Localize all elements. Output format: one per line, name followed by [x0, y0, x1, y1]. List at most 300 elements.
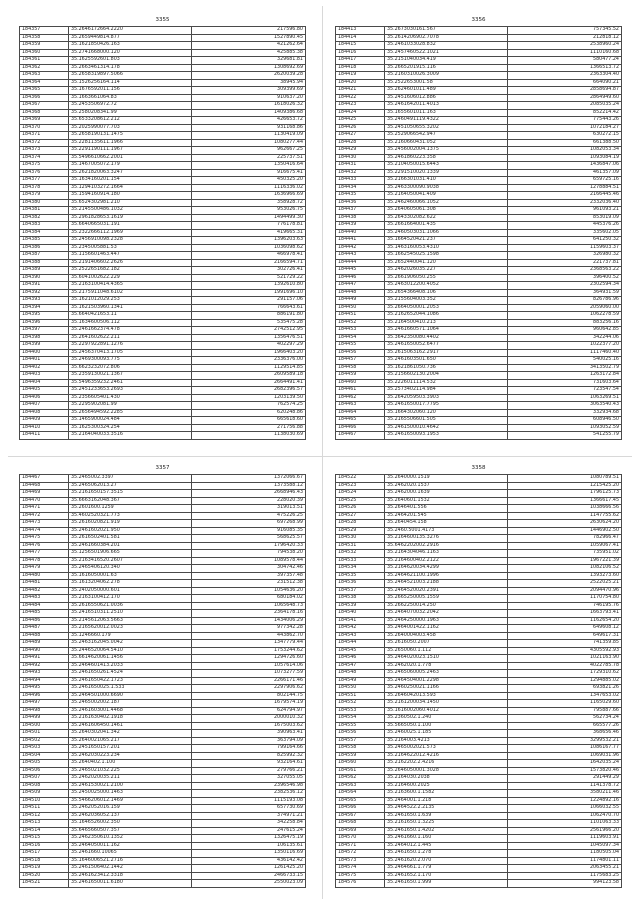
- table-row: [20, 132, 306, 140]
- row-id-cell: 184379: [20, 192, 69, 200]
- row-id-cell: 184448: [336, 289, 385, 297]
- table-row: [20, 542, 306, 550]
- table-row: [336, 610, 622, 618]
- table-row: [20, 177, 306, 185]
- table-row: [20, 42, 306, 50]
- row-id-cell: 184558: [336, 745, 385, 753]
- amount-cell: 731603.64: [508, 379, 622, 387]
- amount-cell: 358928.72: [192, 199, 306, 207]
- account-code-cell: 35.2175911048.6102: [69, 289, 192, 297]
- table-row: [20, 677, 306, 685]
- row-id-cell: 184369: [20, 117, 69, 125]
- account-code-cell: 35.2295902081.99: [69, 402, 192, 410]
- account-code-cell: 35.2461650422.1723: [69, 677, 192, 685]
- row-id-cell: 184368: [20, 109, 69, 117]
- account-code-cell: 35.1676592011.156: [69, 87, 192, 95]
- table-row: [336, 57, 622, 65]
- account-code-cell: 35.2464012.1.445: [385, 842, 508, 850]
- table-row: [336, 139, 622, 147]
- amount-cell: 2682396.57: [192, 387, 306, 395]
- table-row: [336, 267, 622, 275]
- table-row: [20, 602, 306, 610]
- row-id-cell: 184433: [336, 177, 385, 185]
- row-id-cell: 184550: [336, 685, 385, 693]
- account-code-cell: 35.2601600.1259: [69, 505, 192, 513]
- amount-cell: 228020.39: [192, 497, 306, 505]
- account-code-cell: 35.1621012029.253: [69, 297, 192, 305]
- row-id-cell: 184416: [336, 49, 385, 57]
- amount-cell: 291449.29: [508, 775, 622, 783]
- amount-cell: 735951.02: [508, 550, 622, 558]
- table-row: [336, 730, 622, 738]
- amount-cell: 2364178.16: [192, 610, 306, 618]
- account-code-cell: 35.1621861050.736: [385, 364, 508, 372]
- row-id-cell: 184454: [336, 334, 385, 342]
- amount-cell: 2561966.20: [508, 827, 622, 835]
- table-row: [336, 835, 622, 843]
- table-row: [336, 207, 622, 215]
- row-id-cell: 184489: [20, 640, 69, 648]
- row-id-cell: 184389: [20, 267, 69, 275]
- amount-cell: 568625.57: [192, 535, 306, 543]
- table-row: [20, 580, 306, 588]
- row-id-cell: 184391: [20, 282, 69, 290]
- amount-cell: 1063269.51: [508, 394, 622, 402]
- amount-cell: 1372066.67: [192, 475, 306, 483]
- row-id-cell: 184358: [20, 34, 69, 42]
- account-code-cell: 35.2461650052.6477: [385, 342, 508, 350]
- account-code-cell: 35.2461650.1.639: [385, 812, 508, 820]
- table-row: [336, 237, 622, 245]
- amount-cell: 886191.80: [192, 312, 306, 320]
- table-row: [336, 342, 622, 350]
- amount-cell: 2396546.98: [192, 782, 306, 790]
- amount-cell: 342244.06: [508, 334, 622, 342]
- row-id-cell: 184418: [336, 64, 385, 72]
- table-row: [20, 475, 306, 483]
- row-id-cell: 184459: [336, 372, 385, 380]
- amount-cell: 1072184.27: [508, 124, 622, 132]
- account-code-cell: 35.2646042013.593: [385, 692, 508, 700]
- account-code-cell: 35.2464661.1.779: [385, 865, 508, 873]
- table-row: [336, 700, 622, 708]
- amount-cell: 1350116.69: [192, 850, 306, 858]
- table-row: [336, 542, 622, 550]
- table-row: [20, 342, 306, 350]
- table-row: [20, 357, 306, 365]
- row-id-cell: 184488: [20, 632, 69, 640]
- row-id-cell: 184556: [336, 730, 385, 738]
- row-id-cell: 184453: [336, 327, 385, 335]
- amount-cell: 291157.06: [192, 297, 306, 305]
- account-code-cell: 35.2166301031.410: [385, 177, 508, 185]
- table-row: [20, 640, 306, 648]
- account-code-cell: 35.2164003.4213: [385, 737, 508, 745]
- amount-cell: 1796125.73: [508, 490, 622, 498]
- row-id-cell: 184401: [20, 357, 69, 365]
- table-block-bottom-right: [335, 462, 622, 888]
- account-code-cell: 35.2661906050.255: [385, 274, 508, 282]
- row-id-cell: 184457: [336, 357, 385, 365]
- amount-cell: 1350416.64: [192, 162, 306, 170]
- row-id-cell: 184546: [336, 655, 385, 663]
- account-code-cell: 35.6462202002.2916: [385, 542, 508, 550]
- amount-cell: 1366513.72: [508, 64, 622, 72]
- amount-cell: 302726.41: [192, 267, 306, 275]
- row-id-cell: 184419: [336, 72, 385, 80]
- account-code-cell: 35.2226011114.532: [385, 379, 508, 387]
- block-title: 3356: [471, 17, 486, 23]
- table-row: [20, 87, 306, 95]
- row-id-cell: 184561: [336, 767, 385, 775]
- table-row: [20, 865, 306, 873]
- row-id-cell: 184452: [336, 319, 385, 327]
- account-code-cell: 35.2460491119.4322: [385, 117, 508, 125]
- table-row: [336, 327, 622, 335]
- table-row: [20, 432, 306, 440]
- account-code-cell: 35.2646050001.3028: [385, 767, 508, 775]
- table-row: [336, 520, 622, 528]
- row-id-cell: 184570: [336, 835, 385, 843]
- account-code-cell: 35.2656494592.2285: [69, 409, 192, 417]
- account-code-cell: 35.1663661064.83: [69, 94, 192, 102]
- data-table: [19, 26, 306, 440]
- account-code-cell: 35.2461033028.832: [385, 42, 508, 50]
- account-code-cell: 35.2164600135.3276: [385, 535, 508, 543]
- row-id-cell: 184524: [336, 490, 385, 498]
- amount-cell: 1527890.45: [192, 34, 306, 42]
- table-row: [20, 812, 306, 820]
- table-row: [336, 132, 622, 140]
- account-code-cell: 35.2456370413.1705: [69, 349, 192, 357]
- account-code-cell: 35.2456002004.1375: [385, 147, 508, 155]
- row-id-cell: 184504: [20, 752, 69, 760]
- account-code-cell: 35.2462000.1639: [385, 490, 508, 498]
- row-id-cell: 184562: [336, 775, 385, 783]
- amount-cell: 436142.42: [192, 857, 306, 865]
- account-code-cell: 35.5496610662.2001: [69, 154, 192, 162]
- account-code-cell: 35.2643302082.622: [385, 214, 508, 222]
- row-id-cell: 184467: [20, 475, 69, 483]
- row-id-cell: 184543: [336, 632, 385, 640]
- table-row: [336, 805, 622, 813]
- amount-cell: 2297906.62: [192, 685, 306, 693]
- row-id-cell: 184423: [336, 102, 385, 110]
- table-row: [20, 572, 306, 580]
- row-id-cell: 184545: [336, 647, 385, 655]
- table-row: [336, 497, 622, 505]
- table-row: [336, 782, 622, 790]
- row-id-cell: 184397: [20, 327, 69, 335]
- table-row: [20, 102, 306, 110]
- amount-cell: 1080789.51: [508, 475, 622, 483]
- account-code-cell: 35.2191406602.2626: [69, 259, 192, 267]
- account-code-cell: 35.1616002060.4012: [385, 707, 508, 715]
- table-row: [20, 752, 306, 760]
- account-code-cell: 35.2164622012.4216: [385, 752, 508, 760]
- account-code-cell: 35.2462036052.137: [69, 812, 192, 820]
- account-code-cell: 35.2291510020.1339: [385, 169, 508, 177]
- account-code-cell: 35.1256501906.665: [69, 550, 192, 558]
- amount-cell: 2858694.87: [508, 87, 622, 95]
- row-id-cell: 184511: [20, 805, 69, 813]
- account-code-cell: 35.2460.5001.4173: [385, 527, 508, 535]
- table-row: [336, 102, 622, 110]
- amount-cell: 580477.24: [508, 57, 622, 65]
- account-code-cell: 35.2165620012.0023: [69, 625, 192, 633]
- amount-cell: 450325.20: [192, 177, 306, 185]
- table-row: [336, 812, 622, 820]
- table-row: [20, 117, 306, 125]
- amount-cell: 2302594.34: [508, 282, 622, 290]
- account-code-cell: 35.6640665031.191: [69, 222, 192, 230]
- row-id-cell: 184450: [336, 304, 385, 312]
- row-id-cell: 184485: [20, 610, 69, 618]
- row-id-cell: 184409: [20, 417, 69, 425]
- amount-cell: 212818.12: [508, 34, 622, 42]
- row-id-cell: 184438: [336, 214, 385, 222]
- row-id-cell: 184455: [336, 342, 385, 350]
- row-id-cell: 184521: [20, 880, 69, 888]
- amount-cell: 1261425.20: [192, 865, 306, 873]
- row-id-cell: 184406: [20, 394, 69, 402]
- row-id-cell: 184458: [336, 364, 385, 372]
- amount-cell: 2620039.28: [192, 72, 306, 80]
- amount-cell: 1347653.02: [508, 692, 622, 700]
- row-id-cell: 184376: [20, 169, 69, 177]
- account-code-cell: 35.2162652044.1086: [385, 312, 508, 320]
- table-row: [20, 692, 306, 700]
- table-row: [336, 379, 622, 387]
- table-row: [20, 207, 306, 215]
- account-code-cell: 35.1664520421.237: [385, 237, 508, 245]
- amount-cell: 4022785.78: [508, 662, 622, 670]
- amount-cell: 766643.61: [192, 304, 306, 312]
- row-id-cell: 184516: [20, 842, 69, 850]
- amount-cell: 1224892.16: [508, 797, 622, 805]
- table-row: [20, 372, 306, 380]
- row-id-cell: 184404: [20, 379, 69, 387]
- table-row: [336, 505, 622, 513]
- table-row: [336, 349, 622, 357]
- account-code-cell: 35.2462052016.159: [69, 805, 192, 813]
- row-id-cell: 184440: [336, 229, 385, 237]
- account-code-cell: 35.2462020.1537: [385, 482, 508, 490]
- table-row: [336, 274, 622, 282]
- row-id-cell: 184547: [336, 662, 385, 670]
- amount-cell: 1170754.80: [508, 595, 622, 603]
- table-row: [20, 379, 306, 387]
- amount-cell: 319013.51: [192, 505, 306, 513]
- table-row: [20, 505, 306, 513]
- amount-cell: 916085.35: [192, 527, 306, 535]
- table-row: [336, 297, 622, 305]
- account-code-cell: 35.2464504001.2298: [385, 677, 508, 685]
- row-id-cell: 184407: [20, 402, 69, 410]
- row-id-cell: 184417: [336, 57, 385, 65]
- block-title: 3355: [155, 17, 170, 23]
- account-code-cell: 35.1646526002.350: [69, 820, 192, 828]
- row-id-cell: 184557: [336, 737, 385, 745]
- row-id-cell: 184509: [20, 790, 69, 798]
- table-row: [20, 192, 306, 200]
- amount-cell: 1089578.44: [192, 557, 306, 565]
- account-code-cell: 35.2658190131.1475: [69, 132, 192, 140]
- row-id-cell: 184373: [20, 147, 69, 155]
- table-row: [336, 872, 622, 880]
- amount-cell: 2000010.32: [192, 715, 306, 723]
- table-row: [336, 842, 622, 850]
- amount-cell: 1093084.19: [508, 154, 622, 162]
- table-row: [336, 850, 622, 858]
- row-id-cell: 184388: [20, 259, 69, 267]
- table-row: [20, 520, 306, 528]
- amount-cell: 1679574.19: [192, 700, 306, 708]
- account-code-cell: 35.2151040034.419: [385, 57, 508, 65]
- row-id-cell: 184472: [20, 512, 69, 520]
- amount-cell: 2166594.71: [192, 259, 306, 267]
- row-id-cell: 184362: [20, 64, 69, 72]
- table-row: [336, 647, 622, 655]
- row-id-cell: 184483: [20, 595, 69, 603]
- amount-cell: 723547.54: [508, 387, 622, 395]
- row-id-cell: 184549: [336, 677, 385, 685]
- amount-cell: 461357.09: [508, 169, 622, 177]
- table-row: [336, 632, 622, 640]
- row-id-cell: 184477: [20, 550, 69, 558]
- account-code-cell: 35.2462030223.234: [69, 752, 192, 760]
- row-id-cell: 184552: [336, 700, 385, 708]
- account-code-cell: 35.2160310026.3009: [385, 72, 508, 80]
- account-code-cell: 35.2640302041.342: [69, 730, 192, 738]
- row-id-cell: 184411: [20, 432, 69, 440]
- account-code-cell: 35.2641602622.211: [69, 334, 192, 342]
- table-block-top-left: [19, 14, 306, 440]
- amount-cell: 368656.46: [508, 730, 622, 738]
- amount-cell: 1675003.62: [192, 722, 306, 730]
- row-id-cell: 184381: [20, 207, 69, 215]
- amount-cell: 1392610.80: [192, 282, 306, 290]
- row-id-cell: 184476: [20, 542, 69, 550]
- table-row: [20, 169, 306, 177]
- amount-cell: 1159603.37: [508, 244, 622, 252]
- account-code-cell: 35.2464201.545: [385, 512, 508, 520]
- amount-cell: 2332036.40: [508, 199, 622, 207]
- amount-cell: 776178.81: [192, 222, 306, 230]
- account-code-cell: 35.2025990077.703: [69, 124, 192, 132]
- amount-cell: 1729310.62: [508, 670, 622, 678]
- row-id-cell: 184542: [336, 625, 385, 633]
- amount-cell: 535475.28: [192, 319, 306, 327]
- row-id-cell: 184424: [336, 109, 385, 117]
- amount-cell: 2664491.41: [192, 379, 306, 387]
- account-code-cell: 35.5665050.1.100: [385, 722, 508, 730]
- table-row: [336, 617, 622, 625]
- account-code-cell: 35.1616050001.63: [69, 572, 192, 580]
- amount-cell: 960642.85: [508, 327, 622, 335]
- account-code-cell: 35.2164600402.2122: [385, 557, 508, 565]
- vertical-divider: [322, 6, 323, 899]
- amount-cell: 1366617.45: [508, 497, 622, 505]
- account-code-cell: 35.2104050015.6443: [385, 162, 508, 170]
- account-code-cell: 35.3642350080.4402: [385, 334, 508, 342]
- table-row: [336, 580, 622, 588]
- amount-cell: 1991696.10: [192, 289, 306, 297]
- amount-cell: 1062470.70: [508, 812, 622, 820]
- amount-cell: 697268.99: [192, 520, 306, 528]
- account-code-cell: 35.2453506972.72: [69, 102, 192, 110]
- table-row: [336, 625, 622, 633]
- account-code-cell: 35.2464520020.2391: [385, 587, 508, 595]
- table-row: [20, 857, 306, 865]
- account-code-cell: 35.1156601463.447: [69, 252, 192, 260]
- row-id-cell: 184554: [336, 715, 385, 723]
- account-code-cell: 35.2621820063.3247: [69, 169, 192, 177]
- amount-cell: 1130419.09: [192, 132, 306, 140]
- amount-cell: 659725.16: [508, 177, 622, 185]
- table-row: [20, 482, 306, 490]
- account-code-cell: 35.5496359232.2461: [69, 379, 192, 387]
- row-id-cell: 184367: [20, 102, 69, 110]
- account-code-cell: 35.2659449814.877: [69, 34, 192, 42]
- account-code-cell: 35.2616050.2007: [385, 640, 508, 648]
- row-id-cell: 184392: [20, 289, 69, 297]
- account-code-cell: 35.6640421653.11: [69, 312, 192, 320]
- row-id-cell: 184444: [336, 259, 385, 267]
- account-code-cell: 35.2462350610.1352: [69, 835, 192, 843]
- table-row: [336, 565, 622, 573]
- account-code-cell: 35.2164030.2038: [385, 775, 508, 783]
- table-row: [20, 394, 306, 402]
- account-code-cell: 35.2160660431.052: [385, 139, 508, 147]
- row-id-cell: 184465: [336, 417, 385, 425]
- account-code-cell: 35.1646006521.2716: [69, 857, 192, 865]
- account-code-cell: 35.2673030161.567: [385, 27, 508, 35]
- amount-cell: 540025.16: [508, 357, 622, 365]
- row-id-cell: 184486: [20, 617, 69, 625]
- table-row: [20, 244, 306, 252]
- row-id-cell: 184464: [336, 409, 385, 417]
- account-code-cell: 35.2322666112.1969: [69, 229, 192, 237]
- account-code-cell: 35.2345005881.53: [69, 244, 192, 252]
- table-row: [336, 745, 622, 753]
- row-id-cell: 184443: [336, 252, 385, 260]
- account-code-cell: 35.2461500010.4642: [385, 424, 508, 432]
- table-row: [336, 707, 622, 715]
- row-id-cell: 184435: [336, 192, 385, 200]
- row-id-cell: 184574: [336, 865, 385, 873]
- table-row: [336, 595, 622, 603]
- account-code-cell: 35.2615063162.2917: [385, 349, 508, 357]
- table-row: [336, 117, 622, 125]
- table-row: [336, 124, 622, 132]
- row-id-cell: 184474: [20, 527, 69, 535]
- row-id-cell: 184408: [20, 409, 69, 417]
- account-code-cell: 35.2360502.1.240: [385, 715, 508, 723]
- amount-cell: 217596.80: [192, 27, 306, 35]
- row-id-cell: 184466: [336, 424, 385, 432]
- row-id-cell: 184441: [336, 237, 385, 245]
- amount-cell: 1180505.04: [508, 850, 622, 858]
- row-id-cell: 184532: [336, 550, 385, 558]
- account-code-cell: 35.4602520321.773: [69, 512, 192, 520]
- block-title: 3358: [471, 465, 486, 471]
- row-id-cell: 184396: [20, 319, 69, 327]
- amount-cell: 825992.32: [192, 752, 306, 760]
- table-row: [336, 475, 622, 483]
- row-id-cell: 184573: [336, 857, 385, 865]
- table-row: [336, 199, 622, 207]
